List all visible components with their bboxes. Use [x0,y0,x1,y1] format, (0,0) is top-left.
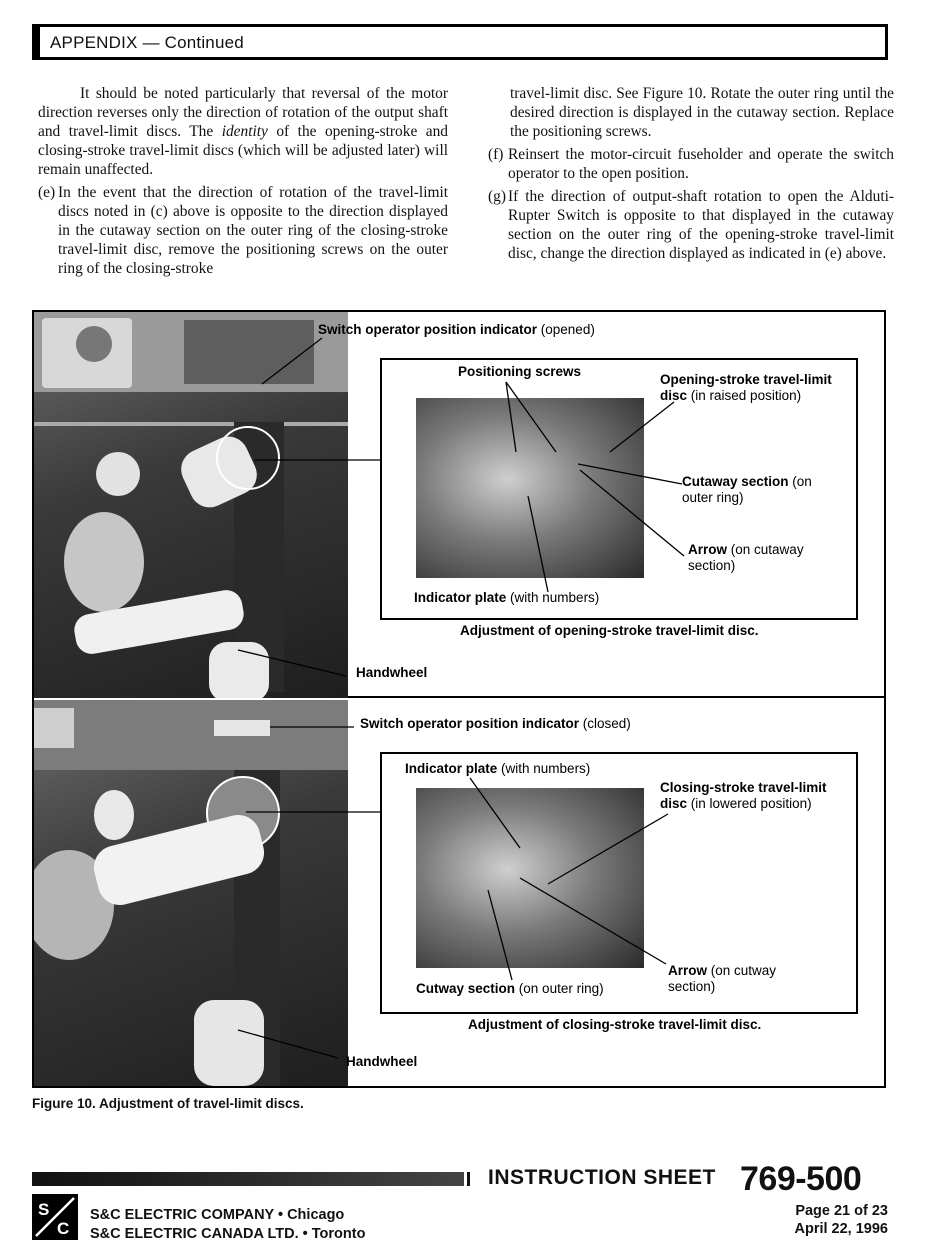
label-positioning-screws: Positioning screws [458,364,582,379]
instruction-sheet-label: INSTRUCTION SHEET [488,1166,716,1189]
label-position-indicator-opened: Switch operator position indicator (opened) [318,322,595,337]
figure-caption: Figure 10. Adjustment of travel-limit discs. [32,1096,304,1111]
step-g [488,187,894,263]
label-handwheel-bottom: Handwheel [346,1054,418,1069]
header-title: APPENDIX — Continued [50,33,244,52]
step-e-label: (e) [38,184,56,201]
sc-logo-icon [32,1194,78,1240]
footer-rule [32,1172,464,1186]
svg-text:C: C [57,1219,70,1238]
right-column [488,84,894,267]
step-f-text: Reinsert the motor-circuit fuseholder and operate the switch operator to the open position. [508,146,894,182]
company-toronto: S&C ELECTRIC CANADA LTD. • Toronto [90,1226,366,1242]
label-handwheel-top: Handwheel [356,665,428,680]
company-names [90,1206,365,1244]
step-f [488,145,894,183]
step-g-text: If the direction of output-shaft rotation to open the Alduti-Rupter Switch is opposite to that displayed in the cutaway section on the outer ring of the opening-stroke travel-limit disc, change the direction displayed as indicated in (e) above. [508,188,894,262]
photo-switch-operator-closed [34,700,348,1086]
inset-caption-closing: Adjustment of closing-stroke travel-limit disc. [468,1017,762,1032]
label-position-indicator-closed: Switch operator position indicator (closed) [360,716,631,731]
publication-date: April 22, 1996 [794,1221,888,1237]
company-chicago: S&C ELECTRIC COMPANY • Chicago [90,1207,345,1223]
label-closing-stroke-disc: Closing-stroke travel-limit disc (in lowered position) [660,780,827,811]
page-info [795,1202,889,1238]
inset-caption-opening: Adjustment of opening-stroke travel-limit disc. [460,623,759,638]
label-arrow-bottom: Arrow (on cutway section) [668,963,777,994]
label-indicator-plate-top: Indicator plate (with numbers) [414,590,600,605]
left-column [38,84,448,282]
step-f-label: (f) [488,146,504,163]
instruction-sheet-number: 769-500 [740,1160,862,1198]
appendix-header [32,24,888,60]
step-g-label: (g) [488,188,506,205]
figure-divider [348,696,884,698]
label-arrow-top: Arrow (on cutaway section) [688,542,804,573]
step-e [38,183,448,278]
label-cutaway-section-bottom: Cutway section (on outer ring) [416,981,604,996]
label-indicator-plate-bottom: Indicator plate (with numbers) [405,761,591,776]
step-e-continuation: travel-limit disc. See Figure 10. Rotate the outer ring until the desired direction is displayed in the cutaway section. Replace the positioning screws. [510,85,894,140]
inset-photo-closing-disc [416,788,644,968]
page-number: Page 21 of 23 [795,1203,888,1219]
label-opening-stroke-disc: Opening-stroke travel-limit disc (in raised position) [660,372,832,403]
svg-text:S: S [38,1200,50,1219]
inset-photo-opening-disc [416,398,644,578]
paragraph-reversal-note: It should be noted particularly that reversal of the motor direction reverses only the direction of rotation of the output shaft and travel-limit discs. The identity of the opening-stroke and closing-stroke travel-limit discs (which will be adjusted later) will remain unaffected. [38,85,448,178]
label-cutaway-section-top: Cutaway section (on outer ring) [682,474,812,505]
photo-switch-operator-opened [34,312,348,698]
step-e-text: In the event that the direction of rotation of the travel-limit discs noted in (c) above is opposite to the direction displayed in the cutaway section on the outer ring of the closing-stroke travel-limit disc, remove the positioning screws on the outer ring of the closing-stroke [58,184,448,277]
